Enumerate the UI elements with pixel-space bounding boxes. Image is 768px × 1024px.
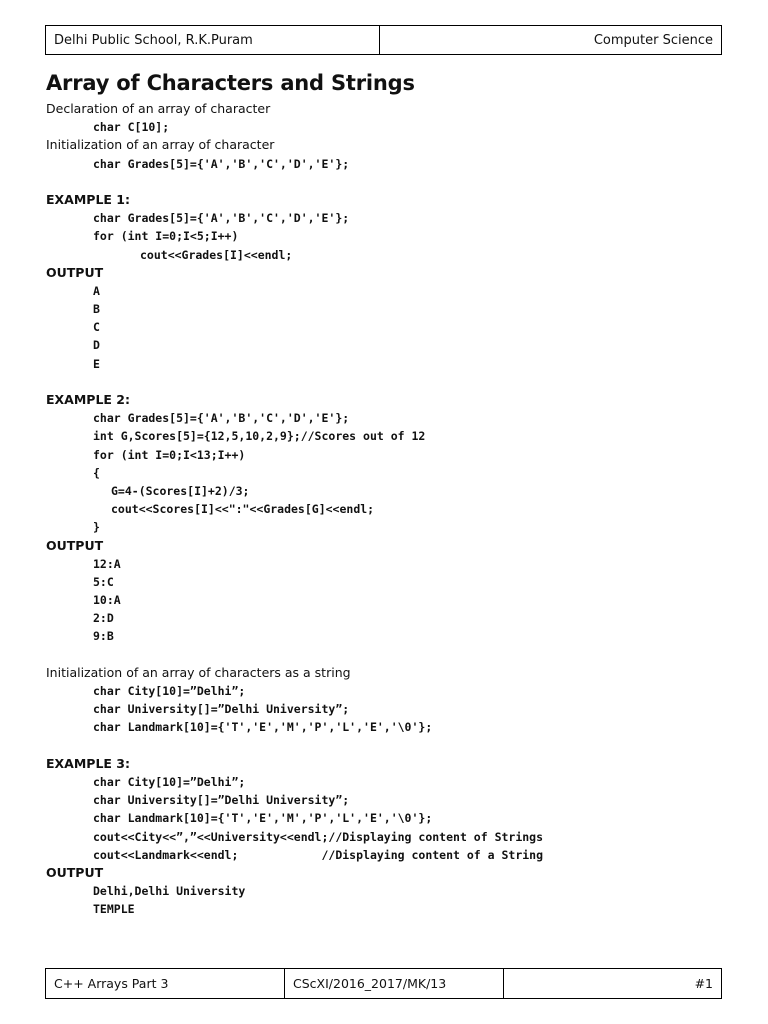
blank-line xyxy=(46,173,726,191)
code-line: char C[10]; xyxy=(93,120,170,135)
code-line: cout<<Grades[I]<<endl; xyxy=(140,247,293,262)
section-label: OUTPUT xyxy=(46,864,104,880)
code-line: for (int I=0;I<13;I++) xyxy=(93,447,246,462)
code-line: char City[10]=”Delhi”; xyxy=(93,774,246,789)
code-line: Delhi,Delhi University xyxy=(93,884,246,899)
page-header xyxy=(45,25,722,55)
section-label: OUTPUT xyxy=(46,537,104,553)
code-line: char City[10]=”Delhi”; xyxy=(93,684,246,698)
code-line: char Grades[5]={'A','B','C','D','E'}; xyxy=(93,156,350,171)
blank-line xyxy=(46,737,726,755)
page-title: Array of Characters and Strings xyxy=(46,71,415,95)
blank-line xyxy=(46,373,726,391)
code-line: B xyxy=(93,302,100,317)
code-line: char Grades[5]={'A','B','C','D','E'}; xyxy=(93,411,350,426)
code-line: cout<<City<<”,”<<University<<endl;//Displaying content of Strings xyxy=(93,829,544,844)
subject-name: Computer Science xyxy=(593,32,713,48)
page-number: #1 xyxy=(694,976,713,991)
code-line: C xyxy=(93,320,100,335)
code-line: cout<<Scores[I]<<":"<<Grades[G]<<endl; xyxy=(111,502,375,517)
code-line: for (int I=0;I<5;I++) xyxy=(93,229,239,244)
document-body xyxy=(46,100,726,918)
code-line: int G,Scores[5]={12,5,10,2,9};//Scores out of 12 xyxy=(93,429,426,444)
footer-topic: C++ Arrays Part 3 xyxy=(46,969,285,998)
code-line: 2:D xyxy=(93,611,114,626)
section-label: EXAMPLE 2: xyxy=(46,392,131,407)
code-line: TEMPLE xyxy=(93,902,135,917)
footer-doc-code: CScXI/2016_2017/MK/13 xyxy=(285,969,504,998)
code-line: 5:C xyxy=(93,574,114,589)
code-line: char Landmark[10]={'T','E','M','P','L','E','\0'}; xyxy=(93,811,433,826)
code-line: 9:B xyxy=(93,629,114,644)
code-line: G=4-(Scores[I]+2)/3; xyxy=(111,483,250,498)
text-line: Initialization of an array of characters as a string xyxy=(46,664,351,680)
code-line: E xyxy=(93,356,100,371)
code-line: char Landmark[10]={'T','E','M','P','L','E','\0'}; xyxy=(93,720,433,735)
code-line: A xyxy=(93,283,100,298)
code-line: 10:A xyxy=(93,593,121,608)
code-line: cout<<Landmark<<endl; //Displaying content of a String xyxy=(93,847,544,862)
code-line: { xyxy=(93,465,100,480)
code-line: } xyxy=(93,520,100,535)
blank-line xyxy=(46,646,726,664)
text-line: Declaration of an array of character xyxy=(46,101,271,116)
code-line: char University[]=”Delhi University”; xyxy=(93,793,350,808)
school-name: Delhi Public School, R.K.Puram xyxy=(46,26,380,54)
code-line: char University[]=”Delhi University”; xyxy=(93,702,350,717)
page-footer xyxy=(45,968,722,999)
code-line: D xyxy=(93,338,100,353)
section-label: EXAMPLE 1: xyxy=(46,191,131,207)
code-line: char Grades[5]={'A','B','C','D','E'}; xyxy=(93,211,350,226)
section-label: OUTPUT xyxy=(46,264,104,280)
text-line: Initialization of an array of character xyxy=(46,137,275,153)
code-line: 12:A xyxy=(93,556,121,571)
section-label: EXAMPLE 3: xyxy=(46,755,131,771)
